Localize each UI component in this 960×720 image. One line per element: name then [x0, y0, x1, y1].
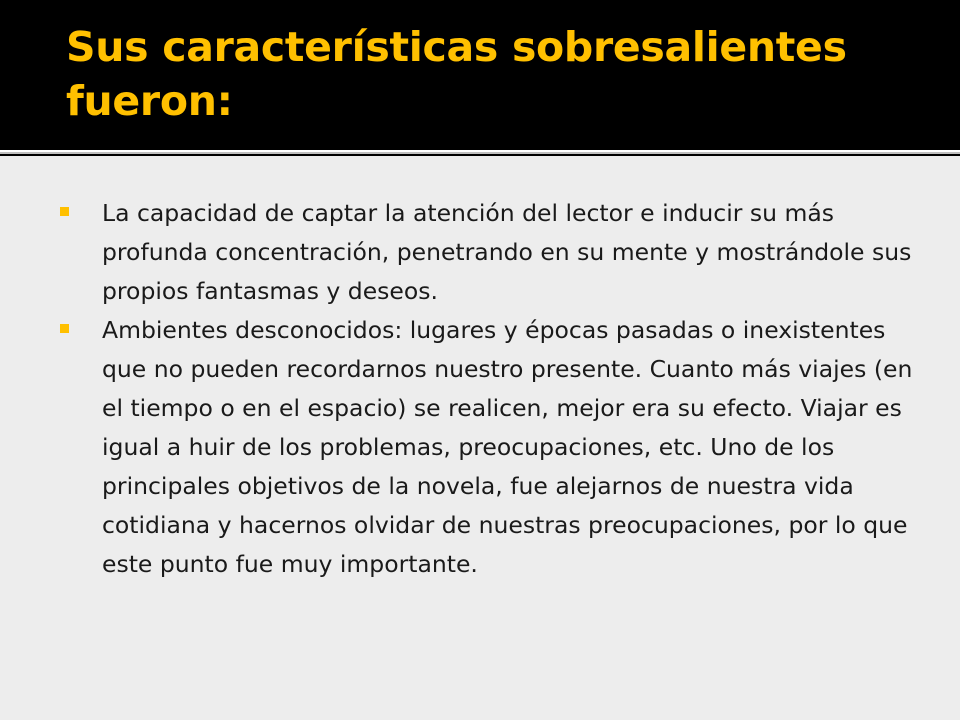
square-bullet-icon: [60, 207, 69, 216]
title-bar: [0, 0, 960, 150]
square-bullet-icon: [60, 324, 69, 333]
slide-body: [0, 156, 960, 720]
bullet-text: Ambientes desconocidos: lugares y épocas pasadas o inexistentes que no pueden recordarnos nuestro presente. Cuanto más viajes (en el tiempo o en el espacio) se realicen, mejor era su efecto. Viajar es igual a huir de los problemas, preocupaciones, etc. Uno de los principales objetivos de la novela, fue alejarnos de nuestra vida cotidiana y hacernos olvidar de nuestras preocupaciones, por lo que este punto fue muy importante.: [102, 316, 913, 578]
bullet-item: [60, 311, 920, 584]
bullet-list: [60, 194, 920, 584]
title-divider: [0, 150, 960, 154]
bullet-item: [60, 194, 920, 311]
slide-title: Sus características sobresalientes fueron:: [66, 23, 847, 125]
bullet-text: La capacidad de captar la atención del lector e inducir su más profunda concentración, penetrando en su mente y mostrándole sus propios fantasmas y deseos.: [102, 199, 912, 305]
